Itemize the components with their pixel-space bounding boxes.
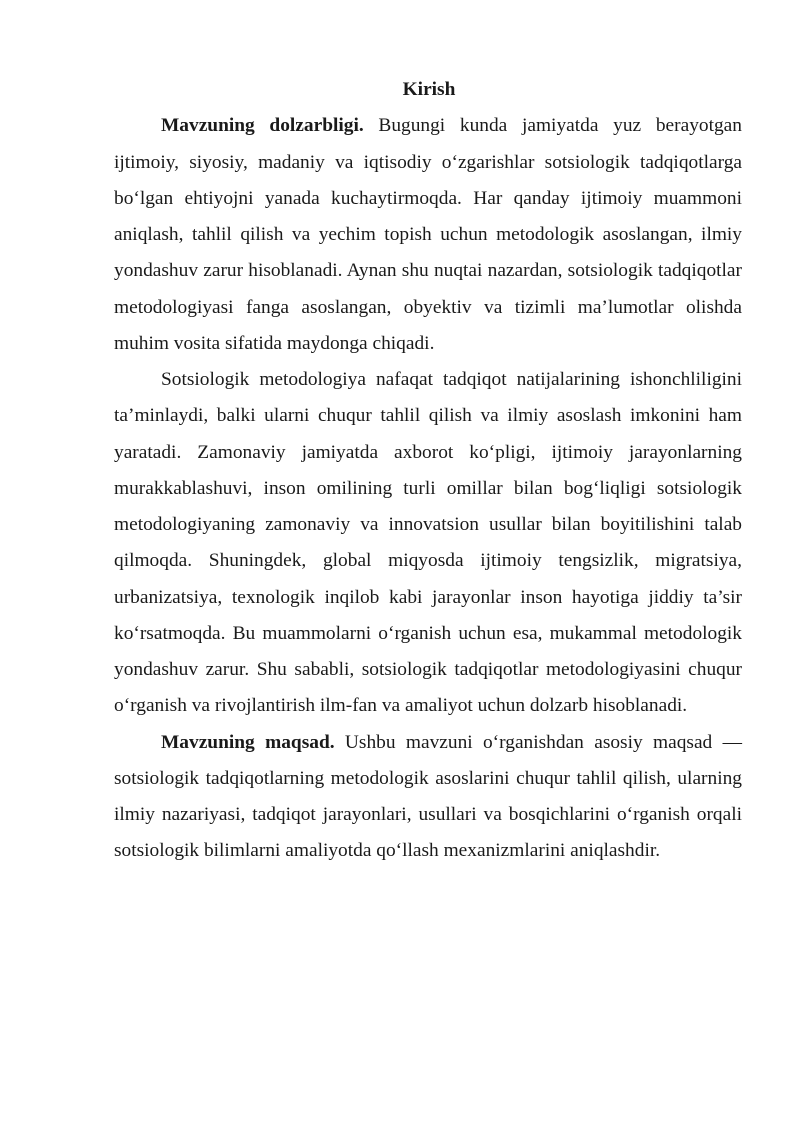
paragraph-goal <box>114 725 742 870</box>
document-body <box>114 72 742 870</box>
paragraph-lead-relevance: Mavzuning dolzarbligi. <box>161 115 364 137</box>
paragraph-methodology <box>114 362 742 725</box>
paragraph-text-relevance: Bugungi kunda jamiyatda yuz berayotgan ijtimoiy, siyosiy, madaniy va iqtisodiy o‘zgarishlar sotsiologik tadqiqotlarga bo‘lgan ehtiyojni yanada kuchaytirmoqda. Har qanday ijtimoiy muammoni aniqlash, tahlil qilish va yechim topish uchun metodologik asoslangan, ilmiy yondashuv zarur hisoblanadi. Aynan shu nuqtai nazardan, sotsiologik tadqiqotlar metodologiyasi fanga asoslangan, obyektiv va tizimli ma’lumotlar olishda muhim vosita sifatida maydonga chiqadi. <box>114 115 742 354</box>
paragraph-text-methodology: Sotsiologik metodologiya nafaqat tadqiqot natijalarining ishonchliligini ta’minlaydi, balki ularni chuqur tahlil qilish va ilmiy asoslash imkonini ham yaratadi. Zamonaviy jamiyatda axborot ko‘pligi, ijtimoiy jarayonlarning murakkablashuvi, inson omilining turli omillar bilan bog‘liqligi sotsiologik metodologiyaning zamonaviy va innovatsion usullar bilan boyitilishini talab qilmoqda. Shuningdek, global miqyosda ijtimoiy tengsizlik, migratsiya, urbanizatsiya, texnologik inqilob kabi jarayonlar inson hayotiga jiddiy ta’sir ko‘rsatmoqda. Bu muammolarni o‘rganish uchun esa, mukammal metodologik yondashuv zarur. Shu sababli, sotsiologik tadqiqotlar metodologiyasini chuqur o‘rganish va rivojlantirish ilm-fan va amaliyot uchun dolzarb hisoblanadi. <box>114 369 742 717</box>
paragraph-text-goal: Ushbu mavzuni o‘rganishdan asosiy maqsad — sotsiologik tadqiqotlarning metodologik asoslarini chuqur tahlil qilish, ularning ilmiy nazariyasi, tadqiqot jarayonlari, usullari va bosqichlarini o‘rganish orqali sotsiologik bilimlarni amaliyotda qo‘llash mexanizmlarini aniqlashdir. <box>114 731 742 862</box>
paragraph-lead-goal: Mavzuning maqsad. <box>161 731 335 753</box>
paragraph-relevance <box>114 108 742 362</box>
section-heading: Kirish <box>402 79 456 100</box>
